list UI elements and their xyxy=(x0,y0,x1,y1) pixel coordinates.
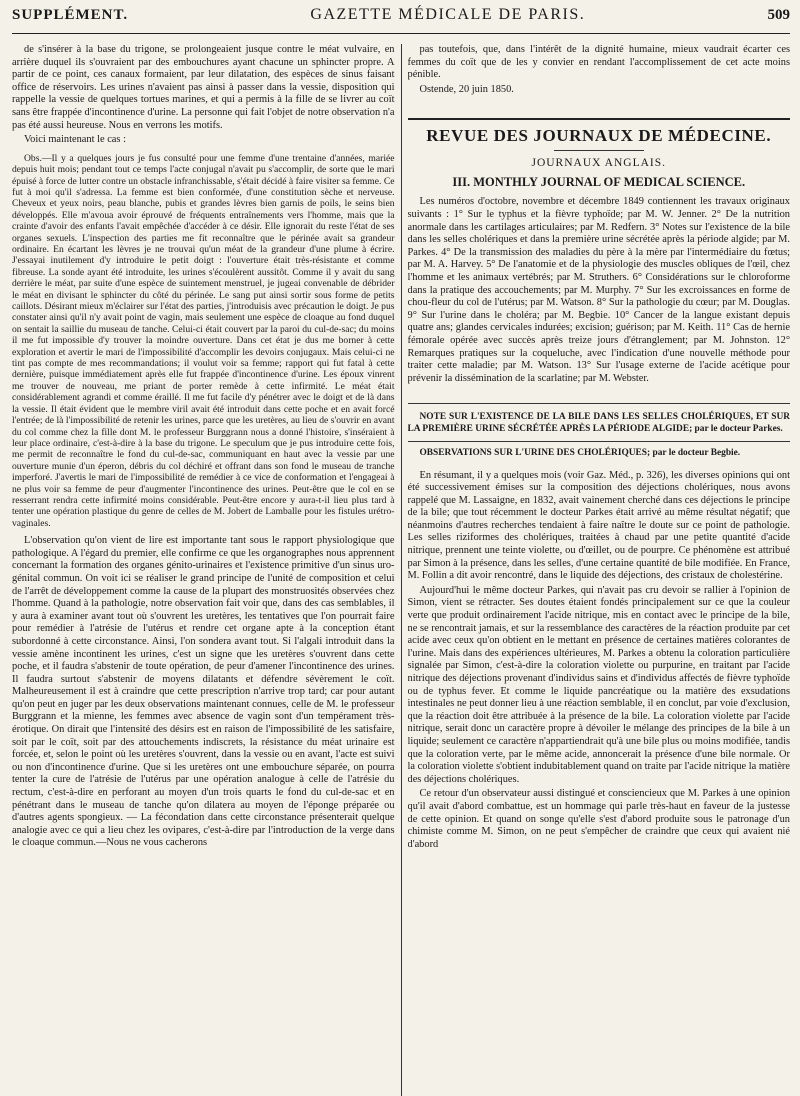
paragraph: Ce retour d'un observateur aussi distingué et consciencieux que M. Parkes à une opinion qu'il avait d'abord combattue, est un hommage qui parle très-haut en faveur de la justesse de cette opinion. Et quand on songe qu'elle s'est d'abord produite sous le patronage d'un chimiste comme M. Simon, on ne peut s'empêcher de craindre que ceux qui avaient nié d'abord xyxy=(407,788,791,850)
paragraph: pas toutefois, que, dans l'intérêt de la dignité humaine, mieux vaudrait écarter ces femmes du coït que de les y convier en rendant l'accomplissement de cet acte moins pénible. xyxy=(407,44,791,81)
divider xyxy=(554,150,644,151)
right-column xyxy=(408,44,791,1096)
section-subtitle: JOURNAUX ANGLAIS. xyxy=(531,157,667,170)
two-column-body xyxy=(12,44,790,1096)
paragraph: Aujourd'hui le même docteur Parkes, qui n'avait pas cru devoir se rallier à l'opinion de Simon, vient se rétracter. Ses doutes étaient fondés principalement sur ce que la couleur verte que produit ordinairement l'acide nitrique, mis en contact avec le principe de la bile, ne se rencontrait jamais, et sur la ressemblance des caractères de la réaction produite par cet acide avec ceux qu'on obtient en le mettant en présence de certaines matières colorantes de l'urine. Mais dans des expériences ultérieures, M. Parkes a obtenu la coloration particulière signalée par Simon, c'est-à-dire la coloration violette ou purpurine, en traitant par l'acide nitrique des déjections provenant d'individus sains et d'individus affectés de fièvre typhoïde ou de typhus fever. Et comme le liquide pancréatique ou la matière des exsudations intestinales ne peut donner lieu à une réaction semblable, il en conclut, par voie d'exclusion, que la réaction doit être attribuée à la présence de la bile. La coloration violette par l'acide nitrique, serait donc un caractère propre à dévoiler le mélange des principes de la bile à un liquide; seulement ce caractère n'appartiendrait qu'à une bile plus ou moins modifiée, tandis que la coloration verte, par le même acide, annoncerait la présence d'une bile normale. Or la coloration violette s'obtient indubitablement quand on traite par l'acide nitrique la matière des déjections cholériques. xyxy=(407,584,791,785)
left-column xyxy=(12,44,395,1096)
page-header xyxy=(12,6,790,34)
journal-masthead: GAZETTE MÉDICALE DE PARIS. xyxy=(310,6,586,23)
section-title: REVUE DES JOURNAUX DE MÉDECINE. xyxy=(408,118,791,146)
page-number: 509 xyxy=(767,7,790,23)
paragraph: Les numéros d'octobre, novembre et décembre 1849 contiennent les travaux originaux suivants : 1° Sur le typhus et la fièvre typhoïde; par M. W. Jenner. 2° De la nutrition anormale dans les cartilages articulaires; par M. Redfern. 3° Notes sur l'existence de la bile dans les selles cholériques et dans la première urine sécrétée après la période algide; par M. Parkes. 4° De la transmission des maladies du père à la mère par l'intermédiaire du fœtus; par M. A. Harvey. 5° De l'anatomie et de la physiologie des muscles obliques de l'œil, chez l'homme et les animaux vertébrés; par M. Struthers. 6° Considérations sur le chloroforme dans la pratique des accouchements; par M. Murphy. 7° Sur les excroissances en forme de chou-fleur du col de l'utérus; par M. Watson. 8° Sur la pathologie du cœur; par M. Douglas. 9° Sur l'urine dans le choléra; par M. Begbie. 10° Cancer de la langue existant depuis quatre ans; glandes cervicales indurées; excision; guérison; par M. Keith. 11° Cas de hernie fémorale opérée avec succès après treize jours d'étranglement; par M. Johnston. 12° Remarques pratiques sur la coqueluche, avec l'indication d'une nouvelle méthode pour traiter cette maladie; par M. Watson. 13° Sur l'usage externe de l'acide acétique pour prévenir la dissémination de la scarlatine; par M. Webster. xyxy=(407,196,791,384)
column-divider xyxy=(401,44,402,1096)
journal-title: III. MONTHLY JOURNAL OF MEDICAL SCIENCE. xyxy=(452,175,746,190)
note-heading: NOTE SUR L'EXISTENCE DE LA BILE DANS LES SELLES CHOLÉRIQUES, ET SUR LA PREMIÈRE URINE SÉCRÉTÉE APRÈS LA PÉRIODE ALGIDE; par le docteur Parkes. xyxy=(408,403,791,435)
observations-heading: OBSERVATIONS SUR L'URINE DES CHOLÉRIQUES; par le docteur Begbie. xyxy=(408,441,791,459)
dateline: Ostende, 20 juin 1850. xyxy=(419,83,514,95)
observation-case: Obs.—Il y a quelques jours je fus consulté pour une femme d'une trentaine d'années, mariée depuis huit mois; pendant tout ce temps l'acte conjugal n'avait pu s'accomplir, de sorte que le mari épuisé à force de lutter contre un obstacle infranchissable, s'était décidé à faire visiter sa femme. Ce fut à moi qu'il s'adressa. La femme est bien conformée, d'une constitution sèche et nerveuse. Cheveux et yeux noirs, peau blanche, pubis et grandes lèvres bien garnis de poils, le seins bien développés. Elle m'avoua avoir éprouvé de fréquents entraînements vers l'homme, mais que la crainte d'avoir des enfants l'avait empêchée d'accéder à ce désir. Elle ignorait du reste l'état de ses organes sexuels. L'inspection des parties me fit reconnaître que le périnée avait sa grandeur ordinaire. En écartant les lèvres je ne trouvai qu'un méat de la grandeur d'une plume à écrire. J'essayai inutilement d'y introduire le petit doigt : l'ouverture était très-résistante et comme fibreuse. La sonde ayant été introduite, les urines s'écoulèrent aussitôt. Comme il y avait du sang derrière le méat, par suite d'une espèce de suintement menstruel, je jugeai convenable de débrider le méat en divisant le sphincter du côté du périnée. Le sang put ainsi sortir sous forme de petits caillots. Désirant mieux m'éclairer sur l'état des parties, j'introduisis avec précaution le doigt. Je pus constater ainsi qu'il n'y avait point de vagin, mais seulement une espèce de cloaque au fond duquel on sentait la saillie du museau de tanche. Celui-ci était couvert par la paroi du cul-de-sac; du moins il me fut impossible d'y trouver la moindre ouverture. Dans cet état je dus me borner à cette exploration et avertir le mari de l'impossibilité d'accomplir les devoirs conjugaux. Mais celui-ci ne tint pas compte de mes recommandations; il voulut voir sa femme; rapport qui fut fatal à cette dernière, puisque immédiatement après elle fut frappée d'incontinence d'urine. Les époux vinrent me trouver de nouveau, me priant de porter remède à cette infirmité. Le méat était considérablement agrandi et comme éraillé. Il me fut facile d'y pénétrer avec le doigt et de là dans la vessie. Il était évident que le membre viril avait été introduit dans cette poche et en avait forcé l'entrée; de là l'impossibilité de retenir les urines, parce que les uretères, au lieu de s'ouvrir en avant du col comme chez la fille dont M. le professeur Burggrann nous a donné l'histoire, s'inséraient à leur place ordinaire, c'est-à-dire à la base du trigone. Le speculum que je pus introduire cette fois, me permit de reconnaître le fond du cul-de-sac, communiquant en haut avec la vessie par une ouverture munie d'un éperon, débris du col déchiré et offrant dans son fond le museau de tranche imperforé. J'avertis le mari de l'impossibilité de remédier à ce vice de conformation et l'engageai à ne plus voir sa femme de peur d'augmenter l'incontinence des urines. Peut-être que le col en se resserrant rendra cette infirmité moins considérable. Peut-être encore y aura-t-il lieu plus tard à tenter une opération plastique du genre de celles de M. Jobert de Lamballe pour les fistules urétro-vaginales. xyxy=(12,152,395,529)
paragraph: Voici maintenant le cas : xyxy=(24,134,126,146)
paragraph: de s'insérer à la base du trigone, se prolongeaient jusque contre le méat vulvaire, en arrière duquel ils s'ouvraient par des embouchures ayant chacune un sphincter propre. A partir de ce point, ces canaux formaient, par leur dilatation, des espèces de sinus faisant office de réservoirs. Les urines n'avaient pas ainsi à passer dans la vessie, disposition qui rappelle la vessie de quelques tortues marines, et qui a permis à la fille de se livrer au coït sans être frappée d'incontinence d'urine. La personne qui fait l'objet de notre observation n'a pas été aussi heureuse. Nous en verrons les motifs. xyxy=(12,44,395,131)
paragraph: En résumant, il y a quelques mois (voir Gaz. Méd., p. 326), les diverses opinions qui ont été successivement émises sur la composition des déjections cholériques, nous avons rappelé que M. Lassaigne, en 1832, avait vainement cherché dans ces déjections le principe de la bile; que tout récemment le docteur Parkes était arrivé au même résultat négatif; que néanmoins d'autres recherches tendaient à faire naître le doute sur ce point de pathologie. Les selles riziformes des cholériques, traitées à chaud par une petite quantité d'acide nitrique, prennent une teinte violette, ou d'œillet, ou de pourpre. Ce phénomène est attribué par Simon à la présence, dans les selles, d'une certaine quantité de bile modifiée. En France, M. Follin a dit avoir rencontré, dans le liquide des déjections, des cristaux de cholestérine. xyxy=(407,469,791,582)
paragraph: L'observation qu'on vient de lire est importante tant sous le rapport physiologique que pathologique. A l'égard du premier, elle confirme ce que les organographes nous apprennent concernant la formation des organes génito-urinaires et l'existence primitive d'un sinus uro-génital commun. On voit ici se réaliser le grand principe de l'unité de composition et celui de l'arrêt de développement comme la cause de la plupart des monstruosités observées chez l'homme. Quand à la pathologie, notre observation fait voir que, dans des cas semblables, il y aura à examiner avant tout où s'ouvrent les uretères, les tentatives que l'on pourrait faire pour remédier à l'atrésie de l'utérus et rendre cet organe apte à la conception étant subordonné à cette circonstance. Ainsi, l'on sondera avant tout. Si l'algali introduit dans la vessie amène incontinent les urines, c'est un signe que les uretères s'ouvrent dans cette poche, et il faudra s'abstenir de toute opération, de peur d'amener l'incontinence des urines. Il faudra surtout s'abstenir de moyens dilatants et défendre sévèrement le coït. Malheureusement il est à craindre que cette prescription n'arrive trop tard; car pour autant qu'on peut en juger par les deux observations maintenant connues, celle de M. le professeur Burggrann et la mienne, les femmes avec absence de vagin sont d'un tempérament très-érotique. On dirait que l'intensité des désirs est en raison de l'impossibilité de les satisfaire, soit par le coït, soit par des attouchements indiscrets, la résistance du méat urinaire est forcée, et, selon le point où les uretères s'ouvrent, dans la vessie ou en avant, l'acte est suivi ou non d'incontinence d'urine. Que si les uretères ont une embouchure séparée, on pourra tenter la cure de l'atrésie de l'utérus par une opération analogue à celle de l'atrésie du rectum, c'est-à-dire en perforant au moyen d'un trois quarts le fond du cul-de-sac et en pénétrant dans le museau de tanche qu'on dilatera au moyen de l'éponge préparée ou d'autres agents spongieux. — La fécondation dans cette circonstance présenterait quelque analogie avec ce qui a lieu chez les ovipares, c'est-à-dire par l'introduction de la verge dans le cloaque commun.—Nous ne vous cacherons xyxy=(12,535,395,849)
supplement-label: SUPPLÉMENT. xyxy=(12,7,129,23)
